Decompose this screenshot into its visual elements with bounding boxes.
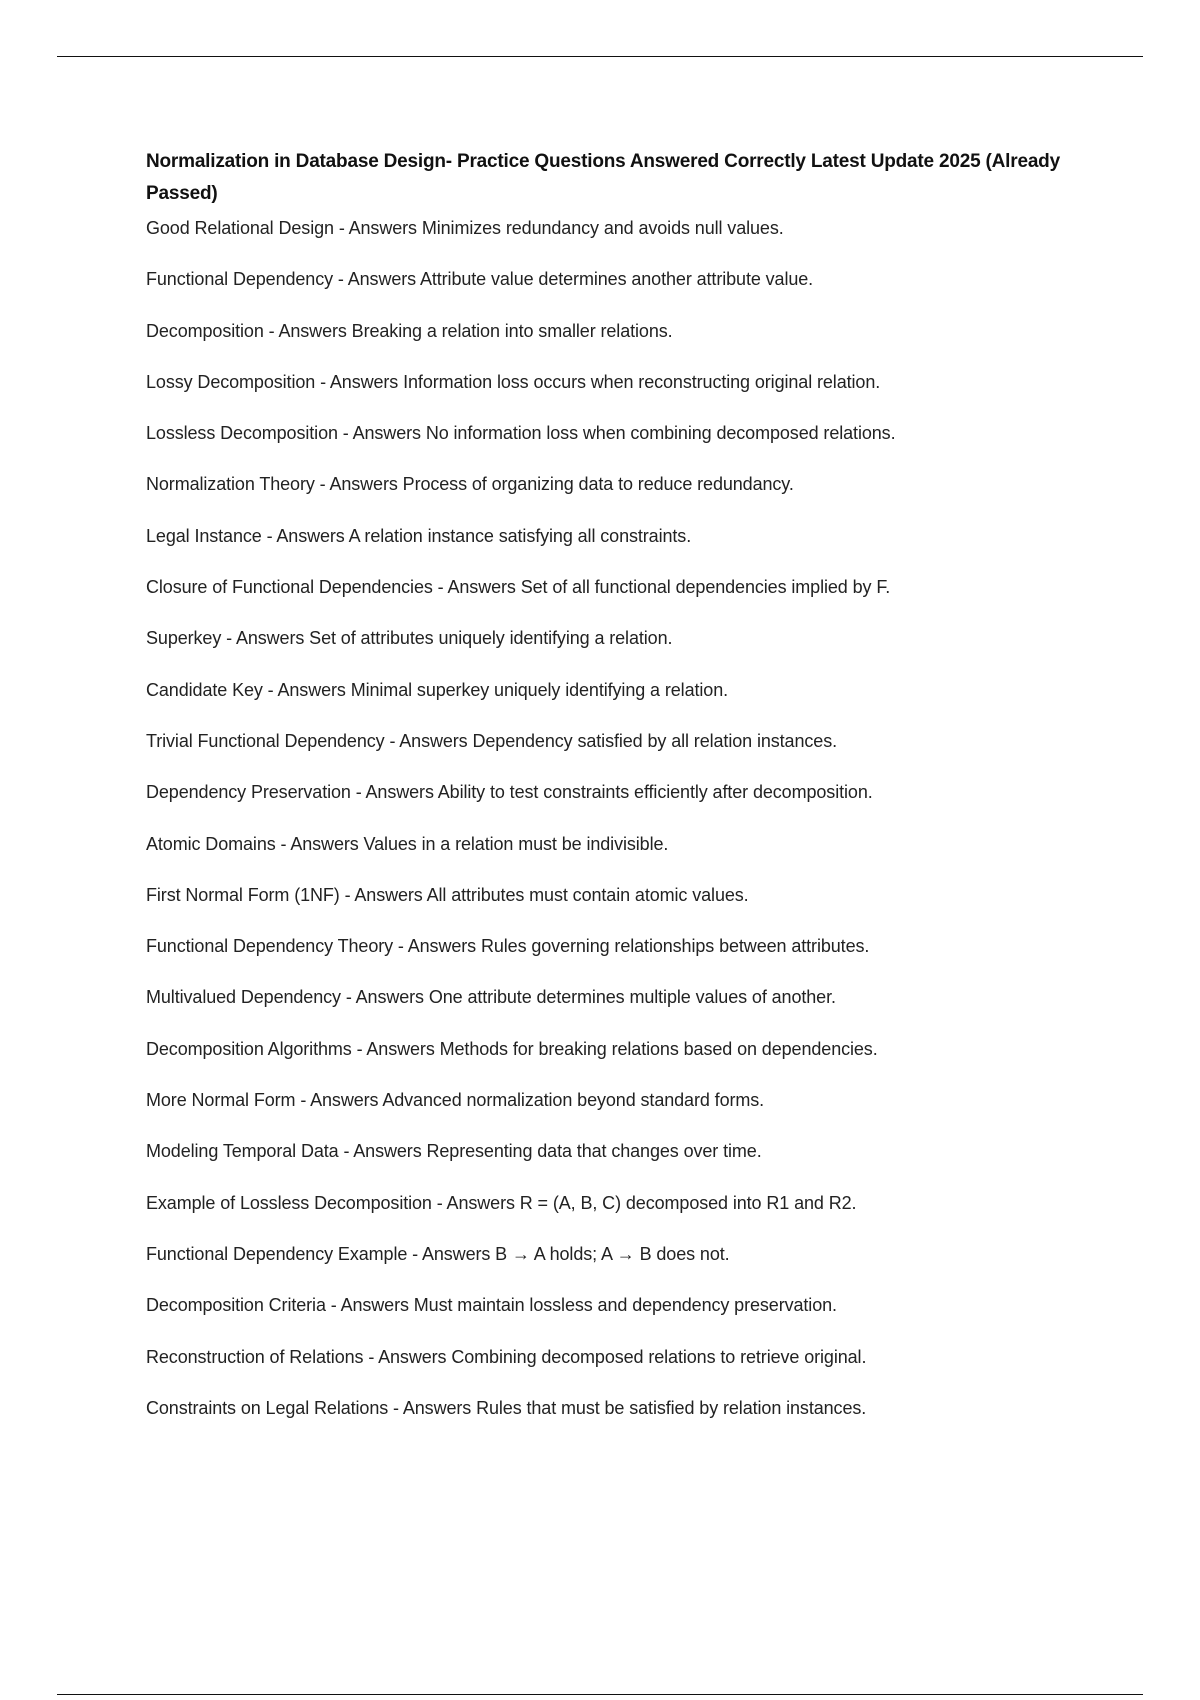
qa-item: Legal Instance - Answers A relation instance satisfying all constraints. bbox=[146, 525, 692, 546]
top-divider bbox=[57, 56, 1143, 57]
qa-item: First Normal Form (1NF) - Answers All attributes must contain atomic values. bbox=[146, 884, 749, 905]
qa-item: Decomposition Algorithms - Answers Methods for breaking relations based on dependencies. bbox=[146, 1038, 878, 1059]
qa-item: Functional Dependency - Answers Attribute value determines another attribute value. bbox=[146, 269, 814, 290]
qa-item: Closure of Functional Dependencies - Answers Set of all functional dependencies implied by F. bbox=[146, 577, 891, 598]
qa-item: Constraints on Legal Relations - Answers Rules that must be satisfied by relation instances. bbox=[146, 1397, 867, 1418]
qa-item: Normalization Theory - Answers Process of organizing data to reduce redundancy. bbox=[146, 474, 794, 495]
qa-list bbox=[146, 216, 1086, 1420]
qa-item: Superkey - Answers Set of attributes uniquely identifying a relation. bbox=[146, 628, 673, 649]
qa-item: Decomposition Criteria - Answers Must maintain lossless and dependency preservation. bbox=[146, 1295, 837, 1316]
qa-item: Dependency Preservation - Answers Ability to test constraints efficiently after decomposition. bbox=[146, 782, 873, 803]
qa-item: Lossy Decomposition - Answers Information loss occurs when reconstructing original relation. bbox=[146, 371, 881, 392]
qa-item: Reconstruction of Relations - Answers Combining decomposed relations to retrieve original. bbox=[146, 1346, 867, 1367]
qa-item: Decomposition - Answers Breaking a relation into smaller relations. bbox=[146, 320, 673, 341]
qa-item: Atomic Domains - Answers Values in a relation must be indivisible. bbox=[146, 833, 669, 854]
qa-item: Modeling Temporal Data - Answers Representing data that changes over time. bbox=[146, 1141, 762, 1162]
document-title: Normalization in Database Design- Practice Questions Answered Correctly Latest Update 2025 (Already Passed) bbox=[146, 151, 1060, 204]
document-body bbox=[146, 146, 1086, 1447]
bottom-divider bbox=[57, 1694, 1143, 1695]
qa-item: Multivalued Dependency - Answers One attribute determines multiple values of another. bbox=[146, 987, 836, 1008]
qa-item: Good Relational Design - Answers Minimizes redundancy and avoids null values. bbox=[146, 218, 784, 238]
qa-item: Example of Lossless Decomposition - Answers R = (A, B, C) decomposed into R1 and R2. bbox=[146, 1192, 857, 1213]
qa-item: Functional Dependency Example - Answers B → A holds; A → B does not. bbox=[146, 1243, 730, 1264]
qa-item: More Normal Form - Answers Advanced normalization beyond standard forms. bbox=[146, 1090, 765, 1111]
qa-item: Lossless Decomposition - Answers No information loss when combining decomposed relations. bbox=[146, 423, 896, 444]
qa-item: Functional Dependency Theory - Answers Rules governing relationships between attributes. bbox=[146, 936, 870, 957]
qa-item: Trivial Functional Dependency - Answers Dependency satisfied by all relation instances. bbox=[146, 730, 837, 751]
qa-item: Candidate Key - Answers Minimal superkey uniquely identifying a relation. bbox=[146, 679, 729, 700]
